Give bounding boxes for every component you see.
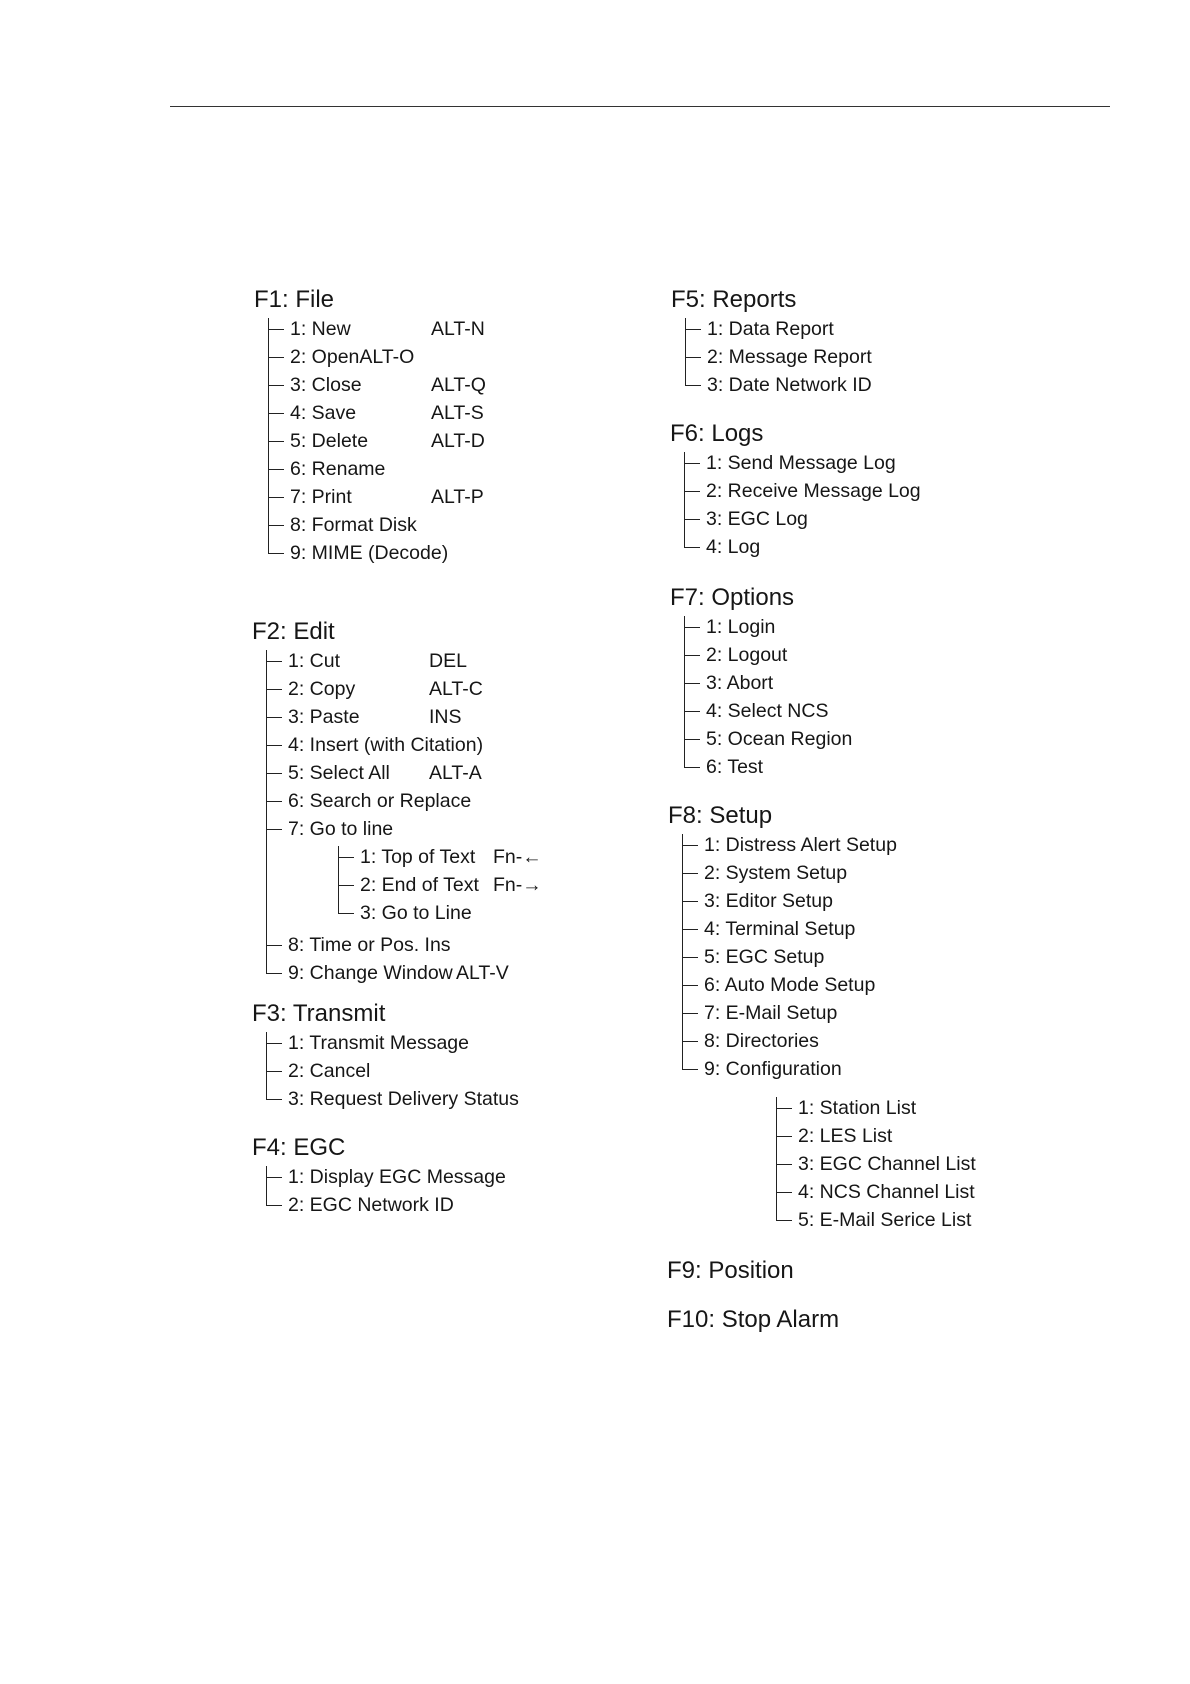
menu-f5-items [685,315,872,399]
submenu-item-end-of-text[interactable]: 2: End of Text Fn-→ [338,871,483,899]
menu-f1-file [254,286,486,567]
menu-f6-items [684,449,921,561]
menu-item-login[interactable]: 1: Login [684,613,852,641]
menu-item-abort[interactable]: 3: Abort [684,669,852,697]
menu-item-open[interactable]: 2: OpenALT-O [268,343,448,371]
menu-item-egc-network-id[interactable]: 2: EGC Network ID [266,1191,506,1219]
header-rule [170,106,1110,107]
menu-item-message-report[interactable]: 2: Message Report [685,343,872,371]
shortcut-label: ALT-P [431,486,484,508]
menu-item-request-delivery-status[interactable]: 3: Request Delivery Status [266,1085,519,1113]
menu-f7-options [670,584,852,781]
shortcut-label: ALT-Q [431,374,486,396]
menu-item-go-to-line[interactable]: 7: Go to line [266,815,483,843]
menu-f1-items [268,315,486,567]
menu-title-f1[interactable]: F1: File [254,286,335,313]
submenu-item-egc-channel-list[interactable]: 3: EGC Channel List [776,1150,976,1178]
go-to-line-submenu-wrap [266,843,542,927]
menu-item-print[interactable]: 7: Print ALT-P [268,483,448,511]
menu-item-paste[interactable]: 3: Paste INS [266,703,483,731]
menu-item-display-egc-message[interactable]: 1: Display EGC Message [266,1163,506,1191]
menu-item-directories[interactable]: 8: Directories [682,1027,897,1055]
shortcut-label: ALT-V [456,962,509,984]
menu-item-rename[interactable]: 6: Rename [268,455,448,483]
submenu-item-les-list[interactable]: 2: LES List [776,1122,976,1150]
menu-f2-edit [252,618,542,987]
menu-f8-setup [668,802,897,1083]
menu-item-send-message-log[interactable]: 1: Send Message Log [684,449,921,477]
shortcut-label: ALT-A [429,762,482,784]
menu-item-delete[interactable]: 5: Delete ALT-D [268,427,448,455]
menu-item-cancel[interactable]: 2: Cancel [266,1057,519,1085]
menu-f4-egc [252,1134,506,1219]
menu-f2-items [266,647,542,987]
menu-item-copy[interactable]: 2: Copy ALT-C [266,675,483,703]
menu-item-receive-message-log[interactable]: 2: Receive Message Log [684,477,921,505]
menu-item-insert-citation[interactable]: 4: Insert (with Citation) [266,731,483,759]
menu-item-egc-setup[interactable]: 5: EGC Setup [682,943,897,971]
menu-item-ocean-region[interactable]: 5: Ocean Region [684,725,852,753]
menu-item-email-setup[interactable]: 7: E-Mail Setup [682,999,897,1027]
configuration-submenu-items [776,1094,976,1234]
menu-f8-items [682,831,897,1083]
menu-title-f7[interactable]: F7: Options [670,584,795,611]
shortcut-label: DEL [429,650,467,672]
menu-item-cut[interactable]: 1: Cut DEL [266,647,483,675]
shortcut-label: INS [429,706,462,728]
menu-item-save[interactable]: 4: Save ALT-S [268,399,448,427]
submenu-item-email-service-list[interactable]: 5: E-Mail Serice List [776,1206,976,1234]
menu-f6-logs [670,420,921,561]
menu-f3-items [266,1029,519,1113]
submenu-item-ncs-channel-list[interactable]: 4: NCS Channel List [776,1178,976,1206]
menu-item-search-replace[interactable]: 6: Search or Replace [266,787,483,815]
shortcut-label: Fn-→ [493,874,542,896]
menu-item-test[interactable]: 6: Test [684,753,852,781]
menu-item-select-all[interactable]: 5: Select All ALT-A [266,759,483,787]
menu-item-auto-mode-setup[interactable]: 6: Auto Mode Setup [682,971,897,999]
shortcut-label: ALT-N [431,318,485,340]
menu-item-data-report[interactable]: 1: Data Report [685,315,872,343]
menu-title-f10[interactable]: F10: Stop Alarm [667,1306,840,1333]
shortcut-label: ALT-C [429,678,483,700]
configuration-submenu [776,1093,976,1234]
menu-f3-transmit [252,1000,519,1113]
go-to-line-submenu [338,843,542,927]
menu-item-editor-setup[interactable]: 3: Editor Setup [682,887,897,915]
menu-title-f8[interactable]: F8: Setup [668,802,773,829]
shortcut-label: ALT-D [431,430,485,452]
menu-item-format-disk[interactable]: 8: Format Disk [268,511,448,539]
menu-item-change-window[interactable]: 9: Change Window ALT-V [266,959,483,987]
submenu-item-station-list[interactable]: 1: Station List [776,1094,976,1122]
menu-title-f2[interactable]: F2: Edit [252,618,335,645]
menu-title-f6[interactable]: F6: Logs [670,420,764,447]
menu-title-f9[interactable]: F9: Position [667,1257,794,1284]
shortcut-label: Fn-← [493,846,542,868]
menu-item-new[interactable]: 1: New ALT-N [268,315,448,343]
menu-item-select-ncs[interactable]: 4: Select NCS [684,697,852,725]
menu-f4-items [266,1163,506,1219]
menu-item-egc-log[interactable]: 3: EGC Log [684,505,921,533]
menu-f7-items [684,613,852,781]
menu-item-distress-alert-setup[interactable]: 1: Distress Alert Setup [682,831,897,859]
menu-title-f4[interactable]: F4: EGC [252,1134,346,1161]
menu-f5-reports [671,286,872,399]
menu-item-terminal-setup[interactable]: 4: Terminal Setup [682,915,897,943]
menu-item-log[interactable]: 4: Log [684,533,921,561]
shortcut-label: ALT-S [431,402,484,424]
menu-f9-position [667,1257,794,1285]
menu-title-f5[interactable]: F5: Reports [671,286,797,313]
menu-item-logout[interactable]: 2: Logout [684,641,852,669]
menu-item-date-network-id[interactable]: 3: Date Network ID [685,371,872,399]
menu-item-system-setup[interactable]: 2: System Setup [682,859,897,887]
menu-item-time-pos-ins[interactable]: 8: Time or Pos. Ins [266,931,483,959]
menu-item-configuration[interactable]: 9: Configuration [682,1055,897,1083]
menu-item-transmit-message[interactable]: 1: Transmit Message [266,1029,519,1057]
submenu-item-go-to-line[interactable]: 3: Go to Line [338,899,483,927]
menu-item-close[interactable]: 3: Close ALT-Q [268,371,448,399]
menu-title-f3[interactable]: F3: Transmit [252,1000,386,1027]
menu-f10-stop-alarm [667,1306,839,1334]
menu-item-mime-decode[interactable]: 9: MIME (Decode) [268,539,448,567]
submenu-item-top-of-text[interactable]: 1: Top of Text Fn-← [338,843,483,871]
